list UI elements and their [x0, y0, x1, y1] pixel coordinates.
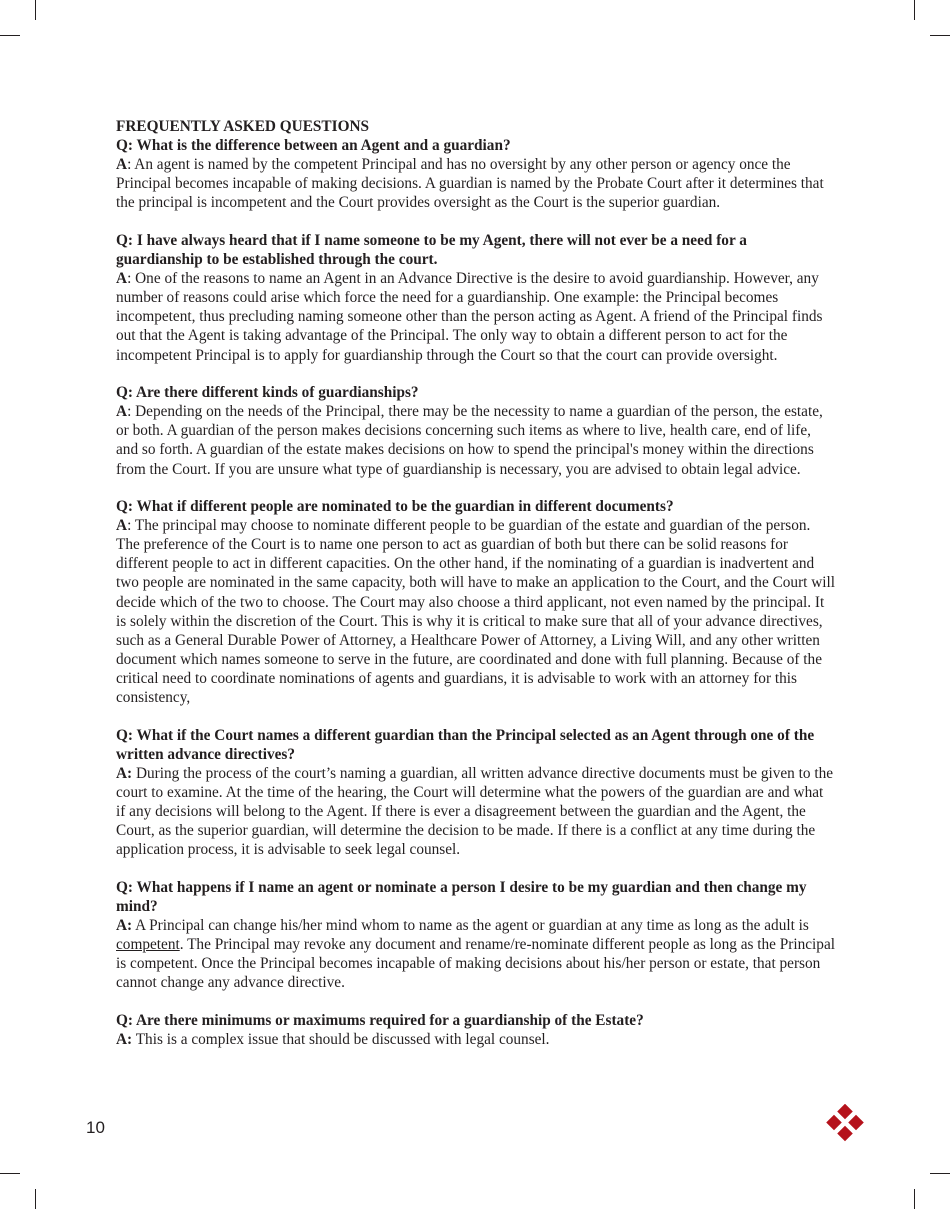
faq-answer — [116, 916, 836, 992]
answer-text: This is a complex issue that should be discussed with legal counsel. — [132, 1030, 550, 1048]
faq-item — [116, 136, 836, 212]
faq-item — [116, 383, 836, 478]
answer-lead: A Principal can change his/her mind whom to name as the agent or guardian at any time as long as the adult is — [132, 916, 809, 934]
page-heading: FREQUENTLY ASKED QUESTIONS — [116, 118, 370, 135]
logo-diamonds — [826, 1104, 864, 1141]
answer-prefix: A: — [116, 764, 133, 782]
faq-question: Q: I have always heard that if I name someone to be my Agent, there will not ever be a need for a guardianship to be established through the court. — [116, 231, 747, 269]
answer-prefix: A: — [116, 916, 133, 934]
crop-mark-bottom-right-horizontal — [930, 1173, 950, 1174]
faq-question: Q: What if the Court names a different guardian than the Principal selected as an Agent through one of the written advance directives? — [116, 726, 815, 763]
faq-question: Q: Are there different kinds of guardianships? — [116, 384, 419, 402]
page-number: 10 — [86, 1118, 105, 1137]
logo-diamond-bottom — [837, 1126, 853, 1142]
answer-prefix: A: — [116, 1030, 133, 1048]
crop-mark-top-right-horizontal — [930, 35, 950, 36]
answer-text: : One of the reasons to name an Agent in an Advance Directive is the desire to avoid guardianship. However, any number of reasons could arise which force the need for a guardianship. One example: the Principal becomes incompetent, thus precluding naming someone other than the person acting as Agent. A friend of the Principal finds out that the Agent is taking advantage of the Principal. The only way to obtain a different person to act for the incompetent Principal is to apply for guardianship through the Court so that the court can provide oversight. — [116, 270, 823, 364]
crop-mark-top-left-horizontal — [0, 35, 20, 36]
answer-prefix: A — [116, 517, 128, 535]
faq-item — [116, 1011, 836, 1049]
answer-text: : The principal may choose to nominate different people to be guardian of the estate and guardian of the person. The preference of the Court is to name one person to act as guardian of both but there can be solid reasons for different people to act in different capacities. On the other hand, if the nominating of a guardian is inadvertent and two people are nominated in the same capacity, both will have to make an application to the Court, and the Court will decide which of the two to choose. The Court may also choose a third applicant, not even named by the principal. It is solely within the discretion of the Court. This is why it is critical to make sure that all of your advance directives, such as a General Durable Power of Attorney, a Healthcare Power of Attorney, a Living Will, and any other written document which names someone to serve in the future, are coordinated and done with full planning. Because of the critical need to coordinate nominations of agents and guardians, it is advisable to work with an attorney for this consistency, — [116, 517, 836, 707]
answer-prefix: A — [116, 270, 128, 288]
crop-mark-top-right-vertical — [914, 0, 915, 20]
answer-text: : Depending on the needs of the Principal, there may be the necessity to name a guardian of the person, the estate, or both. A guardian of the person makes decisions concerning such items as where to live, health care, end of life, and so forth. A guardian of the estate makes decisions on how to spend the principal's money within the directions from the Court. If you are unsure what type of guardianship is necessary, you are advised to obtain legal advice. — [116, 403, 823, 478]
crop-mark-bottom-right-vertical — [914, 1189, 915, 1209]
answer-prefix: A — [116, 403, 128, 421]
faq-answer — [116, 269, 836, 364]
faq-item — [116, 878, 836, 993]
faq-question: Q: What if different people are nominated to be the guardian in different documents? — [116, 498, 674, 516]
faq-question: Q: What is the difference between an Agent and a guardian? — [116, 137, 511, 155]
faq-answer — [116, 402, 836, 478]
faq-item — [116, 726, 836, 860]
faq-answer — [116, 764, 836, 859]
faq-page-content — [116, 117, 836, 1049]
faq-answer — [116, 1030, 836, 1049]
answer-underlined: competent — [116, 936, 180, 954]
faq-item — [116, 231, 836, 365]
faq-answer — [116, 155, 836, 212]
answer-text: During the process of the court’s naming a guardian, all written advance directive documents must be given to the court to examine. At the time of the hearing, the Court will determine what the powers of the guardian are and what if any decisions will belong to the Agent. If there is ever a disagreement between the guardian and the Agent, the Court, as the superior guardian, will determine the decision to be made. If there is a conflict at any time during the application process, it is advisable to seek legal counsel. — [116, 764, 834, 859]
crop-mark-bottom-left-horizontal — [0, 1173, 20, 1174]
answer-prefix: A — [116, 156, 128, 174]
faq-answer — [116, 516, 836, 707]
answer-text: : An agent is named by the competent Principal and has no oversight by any other person or agency once the Principal becomes incapable of making decisions. A guardian is named by the Probate Court after it determines that the principal is incompetent and the Court provides oversight as the Court is the superior guardian. — [116, 156, 824, 212]
crop-mark-top-left-vertical — [35, 0, 36, 20]
faq-question: Q: What happens if I name an agent or nominate a person I desire to be my guardian and then change my mind? — [116, 878, 807, 915]
crop-mark-bottom-left-vertical — [35, 1189, 36, 1209]
faq-item — [116, 497, 836, 707]
diamond-cluster-logo-icon — [823, 1104, 867, 1148]
faq-question: Q: Are there minimums or maximums required for a guardianship of the Estate? — [116, 1011, 644, 1029]
answer-text: . The Principal may revoke any document and rename/re-nominate different people as long as the Principal is competent. Once the Principal becomes incapable of making decisions about his/her person or estate, that person cannot change any advance directive. — [116, 936, 835, 992]
